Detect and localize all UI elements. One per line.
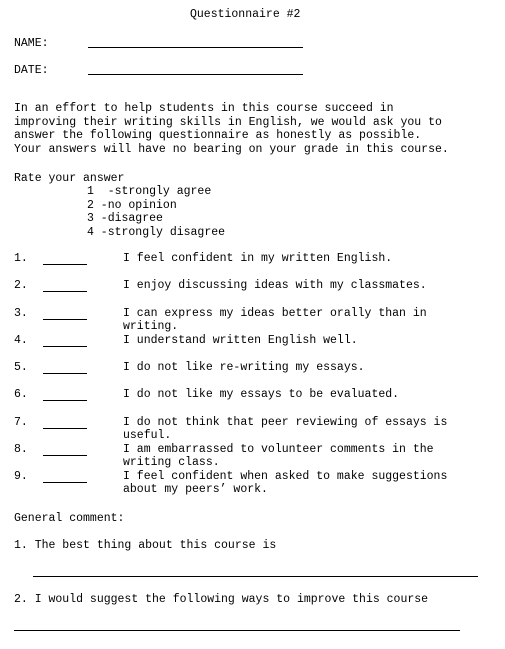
scale-item: 4 -strongly disagree <box>87 226 226 239</box>
answer-field[interactable] <box>43 428 87 429</box>
question-text: I can express my ideas better orally than in <box>123 307 427 320</box>
question-text: I do not think that peer reviewing of essays is <box>123 416 448 429</box>
question-text: useful. <box>123 429 172 442</box>
question-text: I do not like my essays to be evaluated. <box>123 388 400 401</box>
question-text: I understand written English well. <box>123 334 358 347</box>
question-text: I am embarrassed to volunteer comments in the <box>123 443 434 456</box>
answer-field[interactable] <box>43 264 87 265</box>
name-label: NAME: <box>14 37 49 50</box>
question-text: writing. <box>123 320 179 333</box>
answer-field[interactable] <box>43 400 87 401</box>
question-number: 1. <box>14 252 28 265</box>
question-number: 9. <box>14 470 28 483</box>
answer-field[interactable] <box>43 373 87 374</box>
question-number: 5. <box>14 361 28 374</box>
question-number: 7. <box>14 416 28 429</box>
question-text: I feel confident when asked to make suggestions <box>123 470 448 483</box>
question-number: 6. <box>14 388 28 401</box>
page-title: Questionnaire #2 <box>190 8 301 21</box>
comment-answer-field[interactable] <box>14 630 460 631</box>
question-text: I feel confident in my written English. <box>123 252 393 265</box>
answer-field[interactable] <box>43 319 87 320</box>
question-number: 2. <box>14 279 28 292</box>
comment-prompt: 2. I would suggest the following ways to improve this course <box>14 593 429 606</box>
intro-paragraph <box>14 102 494 156</box>
answer-field[interactable] <box>43 455 87 456</box>
intro-line: answer the following questionnaire as honestly as possible. <box>14 129 422 143</box>
question-number: 4. <box>14 334 28 347</box>
answer-field[interactable] <box>43 346 87 347</box>
scale-item: 2 -no opinion <box>87 199 177 212</box>
question-text: writing class. <box>123 456 220 469</box>
question-text: I enjoy discussing ideas with my classmates. <box>123 279 427 292</box>
question-text: about my peers’ work. <box>123 483 268 496</box>
answer-field[interactable] <box>43 291 87 292</box>
scale-item: 3 -disagree <box>87 212 163 225</box>
scale-item: 1 -strongly agree <box>87 185 212 198</box>
intro-line: improving their writing skills in English, we would ask you to <box>14 115 442 129</box>
intro-line: In an effort to help students in this course succeed in <box>14 102 394 115</box>
rating-title: Rate your answer <box>14 172 125 185</box>
date-field[interactable] <box>88 74 303 75</box>
comment-answer-field[interactable] <box>33 576 478 577</box>
question-number: 8. <box>14 443 28 456</box>
intro-line: Your answers will have no bearing on your grade in this course. <box>14 142 449 156</box>
name-field[interactable] <box>88 47 303 48</box>
question-text: I do not like re-writing my essays. <box>123 361 365 374</box>
general-comment-title: General comment: <box>14 512 125 525</box>
question-number: 3. <box>14 307 28 320</box>
comment-prompt: 1. The best thing about this course is <box>14 539 277 552</box>
answer-field[interactable] <box>43 482 87 483</box>
date-label: DATE: <box>14 64 49 77</box>
